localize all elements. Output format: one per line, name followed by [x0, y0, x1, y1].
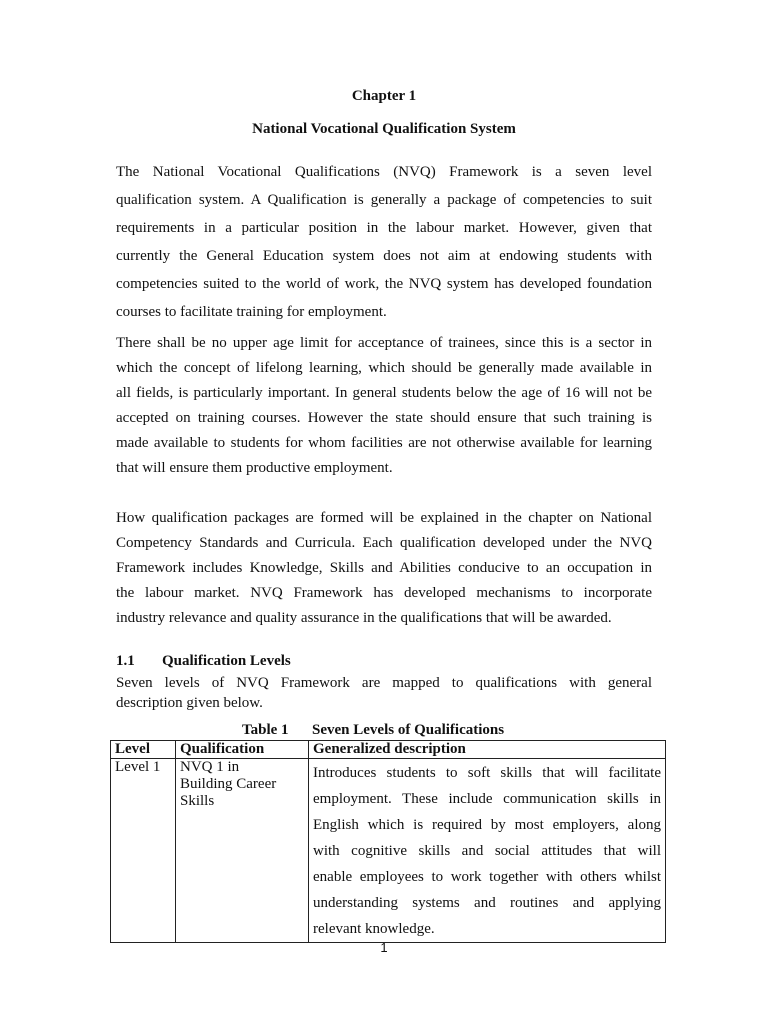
description-line: relevant knowledge.: [313, 921, 435, 937]
paragraph-line: courses to facilitate training for employment.: [116, 304, 387, 320]
header-qualification: Qualification: [176, 741, 309, 759]
paragraph-line: The National Vocational Qualifications (NVQ) Framework is a seven level: [116, 164, 652, 180]
paragraph-line: the labour market. NVQ Framework has developed mechanisms to incorporate: [116, 585, 652, 601]
table-caption-label: Table 1: [242, 722, 289, 738]
qualification-levels-table: [110, 740, 666, 943]
paragraph-line: How qualification packages are formed will be explained in the chapter on National: [116, 510, 652, 526]
page-number: 1: [380, 940, 388, 955]
table-row: [111, 759, 666, 943]
paragraph-3: [116, 506, 652, 631]
description-line: employment. These include communication skills in: [313, 791, 661, 807]
paragraph-line: industry relevance and quality assurance in the qualifications that will be awarded.: [116, 610, 612, 626]
cell-level: Level 1: [111, 759, 176, 943]
paragraph-line: that will ensure them productive employment.: [116, 460, 393, 476]
qualification-line: NVQ 1 in: [180, 759, 240, 775]
qualification-line: Building Career: [180, 776, 277, 792]
intro-line: description given below.: [116, 695, 263, 711]
section-number: 1.1: [116, 653, 135, 669]
section-title: Qualification Levels: [162, 653, 291, 669]
paragraph-line: currently the General Education system does not aim at endowing students with: [116, 248, 652, 264]
description-line: enable employees to work together with others whilst: [313, 869, 661, 885]
paragraph-line: requirements in a particular position in the labour market. However, given that: [116, 220, 652, 236]
section-intro: [116, 673, 652, 713]
paragraph-line: accepted on training courses. However the state should ensure that such training is: [116, 410, 652, 426]
header-level: Level: [111, 741, 176, 759]
description-line: Introduces students to soft skills that will facilitate: [313, 765, 661, 781]
paragraph-2: [116, 331, 652, 481]
section-heading: [116, 653, 291, 670]
intro-line: Seven levels of NVQ Framework are mapped to qualifications with general: [116, 675, 652, 691]
paragraph-line: There shall be no upper age limit for acceptance of trainees, since this is a sector in: [116, 335, 652, 351]
description-line: with cognitive skills and social attitudes that will: [313, 843, 661, 859]
description-line: English which is required by most employers, along: [313, 817, 661, 833]
paragraph-line: Framework includes Knowledge, Skills and Abilities conducive to an occupation in: [116, 560, 652, 576]
paragraph-line: competencies suited to the world of work, the NVQ system has developed foundation: [116, 276, 652, 292]
paragraph-line: which the concept of lifelong learning, which should be generally made available in: [116, 360, 652, 376]
chapter-heading: Chapter 1: [351, 88, 417, 104]
paragraph-line: Competency Standards and Curricula. Each qualification developed under the NVQ: [116, 535, 652, 551]
cell-description: [309, 759, 666, 943]
table-caption: [242, 722, 504, 739]
paragraph-line: qualification system. A Qualification is generally a package of competencies to suit: [116, 192, 652, 208]
chapter-title: National Vocational Qualification System: [252, 121, 516, 137]
table-caption-title: Seven Levels of Qualifications: [312, 722, 505, 738]
description-line: understanding systems and routines and applying: [313, 895, 661, 911]
paragraph-line: all fields, is particularly important. In general students below the age of 16 will not be: [116, 385, 652, 401]
paragraph-line: made available to students for whom facilities are not otherwise available for learning: [116, 435, 652, 451]
qualification-line: Skills: [180, 793, 215, 809]
header-description: Generalized description: [309, 741, 666, 759]
cell-qualification: [176, 759, 309, 943]
paragraph-1: [116, 158, 652, 326]
table-header-row: [111, 741, 666, 759]
